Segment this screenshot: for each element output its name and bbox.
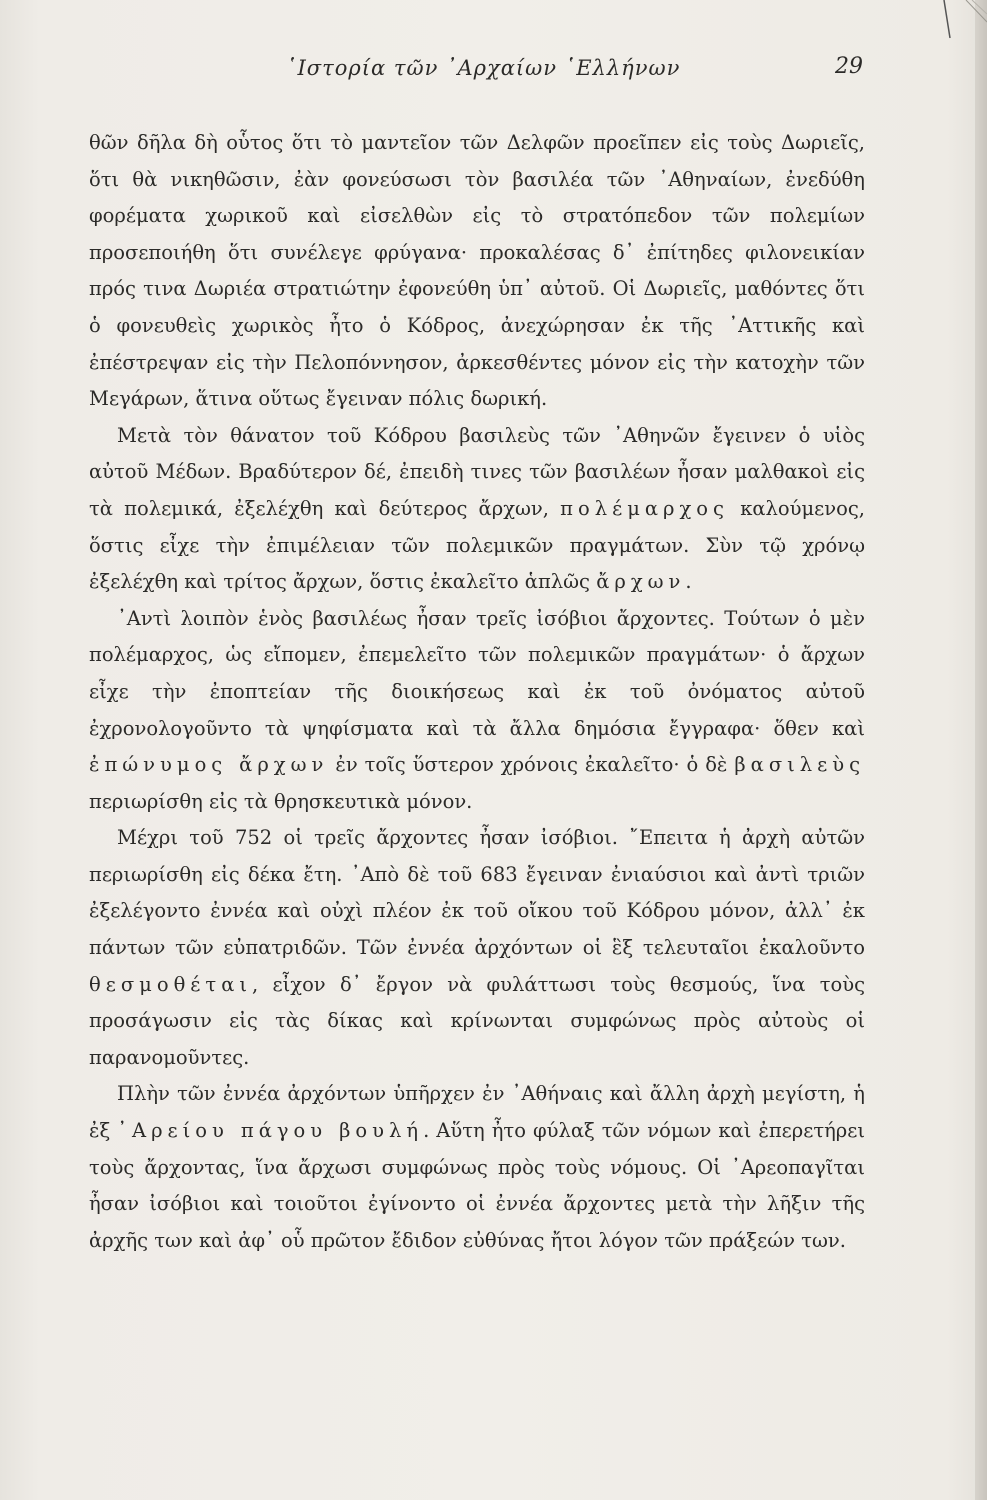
paragraph-text: περιωρίσθη εἰς τὰ θρησκευτικὰ μόνον. [89, 789, 473, 813]
corner-binding-mark [936, 0, 987, 40]
page-number: 29 [835, 54, 863, 79]
body-text [89, 125, 865, 1259]
paragraph-2 [89, 418, 865, 601]
paragraph-text: , εἶχον δ᾿ ἔργον νὰ φυλάττωσι τοὺς θεσμούς, ἵνα τοὺς προσάγωσιν εἰς τὰς δίκας καὶ κρίνωνται συμφώνως πρὸς αὐτοὺς οἱ παρανομοῦντες. [89, 972, 865, 1069]
paragraph-4 [89, 820, 865, 1076]
spaced-term: θεσμοθέται [89, 972, 253, 996]
spaced-term: ᾿Αρείου πάγου βουλή [117, 1119, 424, 1143]
paragraph-text: Μετὰ τὸν θάνατον τοῦ Κόδρου βασιλεὺς τῶν ᾿Αθηνῶν ἔγεινεν ὁ υἱὸς αὐτοῦ Μέδων. Βραδύτερον δέ, ἐπειδὴ τινες τῶν βασιλέων ἦσαν μαλθακοὶ εἰς τὰ πολεμικά, ἐξελέχθη καὶ δεύτερος ἄρχων, [89, 423, 865, 520]
paragraph-text: ἐν τοῖς ὕστερον χρόνοις ἐκαλεῖτο· ὁ δὲ [335, 753, 728, 777]
paragraph-text: ᾿Αντὶ λοιπὸν ἑνὸς βασιλέως ἦσαν τρεῖς ἰσόβιοι ἄρχοντες. Τούτων ὁ μὲν πολέμαρχος, ὡς εἴπομεν, ἐπεμελεῖτο τῶν πολεμικῶν πραγμάτων· ὁ ἄρχων εἶχε τὴν ἐποπτείαν τῆς διοικήσεως καὶ ἐκ τοῦ ὀνόματος αὐτοῦ ἐχρονολογοῦντο τὰ ψηφίσματα καὶ τὰ ἄλλα δημόσια ἔγγραφα· ὅθεν καὶ [89, 606, 865, 740]
spaced-term: ἄρχων [596, 570, 686, 594]
paragraph-3 [89, 601, 865, 821]
spaced-term: ἐπώνυμος ἄρχων [89, 753, 329, 777]
paragraph-text: θῶν δῆλα δὴ οὗτος ὅτι τὸ μαντεῖον τῶν Δελφῶν προεῖπεν εἰς τοὺς Δωριεῖς, ὅτι θὰ νικηθῶσιν, ἐὰν φονεύσωσι τὸν βασιλέα τῶν ᾿Αθηναίων, ἐνεδύθη φορέματα χωρικοῦ καὶ εἰσελθὼν εἰς τὸ στρατόπεδον τῶν πολεμίων προσεποιήθη ὅτι συνέλεγε φρύγανα· προκαλέσας δ᾿ ἐπίτηδες φιλονεικίαν πρός τινα Δωριέα στρατιώτην ἐφονεύθη ὑπ᾿ αὐτοῦ. Οἱ Δωριεῖς, μαθόντες ὅτι ὁ φονευθεὶς χωρικὸς ἦτο ὁ Κόδρος, ἀνεχώρησαν ἐκ τῆς ᾿Αττικῆς καὶ ἐπέστρεψαν εἰς τὴν Πελοπόννησον, ἀρκεσθέντες μόνον εἰς τὴν κατοχὴν τῶν Μεγάρων, ἅτινα οὕτως ἔγειναν πόλις δωρική. [89, 131, 865, 411]
paragraph-text: Πλὴν τῶν ἐννέα ἀρχόντων ὑπῆρχεν ἐν ᾿Αθήναις καὶ ἄλλη ἀρχὴ μεγίστη, ἡ ἐξ [89, 1082, 865, 1143]
paragraph-text: καλούμενος, ὅστις εἶχε τὴν ἐπιμέλειαν τῶν πολεμικῶν πραγμάτων. Σὺν τῷ χρόνῳ ἐξελέχθη καὶ τρίτος ἄρχων, ὅστις ἐκαλεῖτο ἁπλῶς [89, 496, 865, 594]
paragraph-5 [89, 1076, 865, 1259]
page-edge [975, 0, 987, 1500]
spaced-term: πολέμαρχος [560, 496, 729, 520]
paragraph-1 [89, 125, 865, 418]
spaced-term: βασιλεὺς [734, 753, 866, 777]
running-head-title: ῾Ιστορία τῶν ᾿Αρχαίων ῾Ελλήνων [286, 56, 681, 80]
running-head [0, 56, 987, 86]
paragraph-text: . Αὕτη ἦτο φύλαξ τῶν νόμων καὶ ἐπερετήρει τοὺς ἄρχοντας, ἵνα ἄρχωσι συμφώνως πρὸς τοὺς νόμους. Οἱ ᾿Αρεοπαγῖται ἦσαν ἰσόβιοι καὶ τοιοῦτοι ἐγίνοντο οἱ ἐννέα ἄρχοντες μετὰ τὴν λῆξιν τῆς ἀρχῆς των καὶ ἀφ᾿ οὗ πρῶτον ἔδιδον εὐθύνας ἤτοι λόγον τῶν πράξεών των. [89, 1119, 865, 1252]
paragraph-text: . [685, 570, 692, 594]
paragraph-text: Μέχρι τοῦ 752 οἱ τρεῖς ἄρχοντες ἦσαν ἰσόβιοι. ῎Επειτα ἡ ἀρχὴ αὐτῶν περιωρίσθη εἰς δέκα ἔτη. ᾿Απὸ δὲ τοῦ 683 ἔγειναν ἐνιαύσιοι καὶ ἀντὶ τριῶν ἐξελέγοντο ἐννέα καὶ οὐχὶ πλέον ἐκ τοῦ οἴκου τοῦ Κόδρου μόνον, ἀλλ᾿ ἐκ πάντων τῶν εὐπατριδῶν. Τῶν ἐννέα ἀρχόντων οἱ ἓξ τελευταῖοι ἐκαλοῦντο [89, 826, 865, 960]
